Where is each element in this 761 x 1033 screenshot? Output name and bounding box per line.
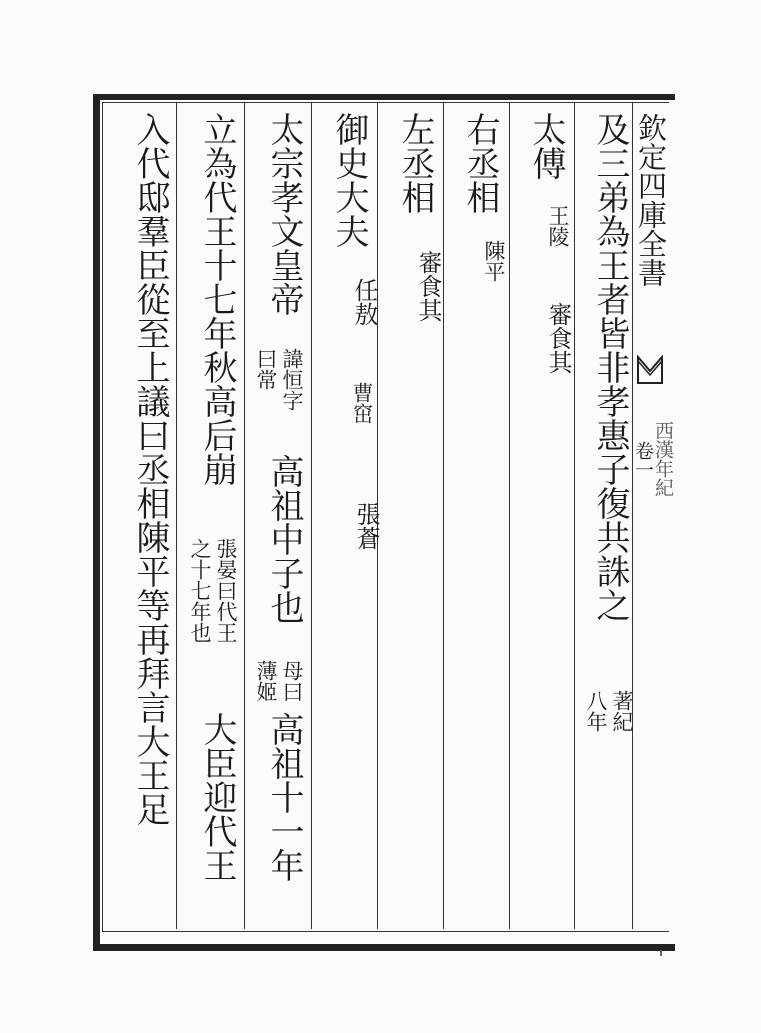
text-column-5: 御史大夫 [329,112,369,248]
inline-name: 陳平 [482,240,506,282]
annotation-line: 諱恒字 [280,348,304,411]
book-title: 西漢年紀 [652,421,674,497]
text-column-4: 左丞相 [395,112,435,214]
annotation-line: 薄姬 [254,660,278,702]
column-rule [509,103,510,929]
text-column-8: 入代邸羣臣從至上議曰丞相陳平等再拜言大王足 [130,112,170,826]
text-column-2: 太傅 [526,112,566,180]
text-column-6c: 高祖十一年 [264,712,304,882]
column-rule [574,103,575,929]
page-margin-strip [632,103,674,929]
inline-name: 審食其 [544,302,572,374]
text-column-7: 立為代王十七年秋高后崩 [197,112,237,486]
text-column-3: 右丞相 [460,112,500,214]
inline-name: 審食其 [414,250,442,322]
annotation-line: 著紀 [610,690,634,732]
column-rule [244,103,245,929]
annotation-1 [584,690,634,732]
inline-name: 曹窋 [350,382,374,424]
annotation-7 [188,538,238,643]
annotation-line: 八年 [584,690,608,732]
annotation-line: 曰常 [254,348,278,390]
scan-speck [660,950,662,956]
annotation-line: 張晏曰代王 [214,538,238,643]
column-rule [176,103,177,929]
annotation-line: 母曰 [280,660,304,702]
fish-tail-icon [636,355,664,385]
text-column-7b: 大臣迎代王 [197,712,237,882]
text-column-1: 及三弟為王者皆非孝惠子復共誅之 [590,112,630,622]
page-frame-inner [102,102,669,932]
annotation-line: 之十七年也 [188,538,212,643]
inline-name: 任敖 [350,278,378,326]
inline-name: 張蒼 [352,502,380,550]
collection-title: 欽定四庫全書 [634,113,668,287]
inline-name: 王陵 [546,205,570,247]
column-rule [311,103,312,929]
annotation-6b [254,660,304,702]
text-column-6: 太宗孝文皇帝 [264,112,304,316]
juan-label: 卷一 [632,441,654,479]
annotation-6a [254,348,304,411]
column-rule [443,103,444,929]
text-column-6b: 高祖中子也 [264,454,304,624]
